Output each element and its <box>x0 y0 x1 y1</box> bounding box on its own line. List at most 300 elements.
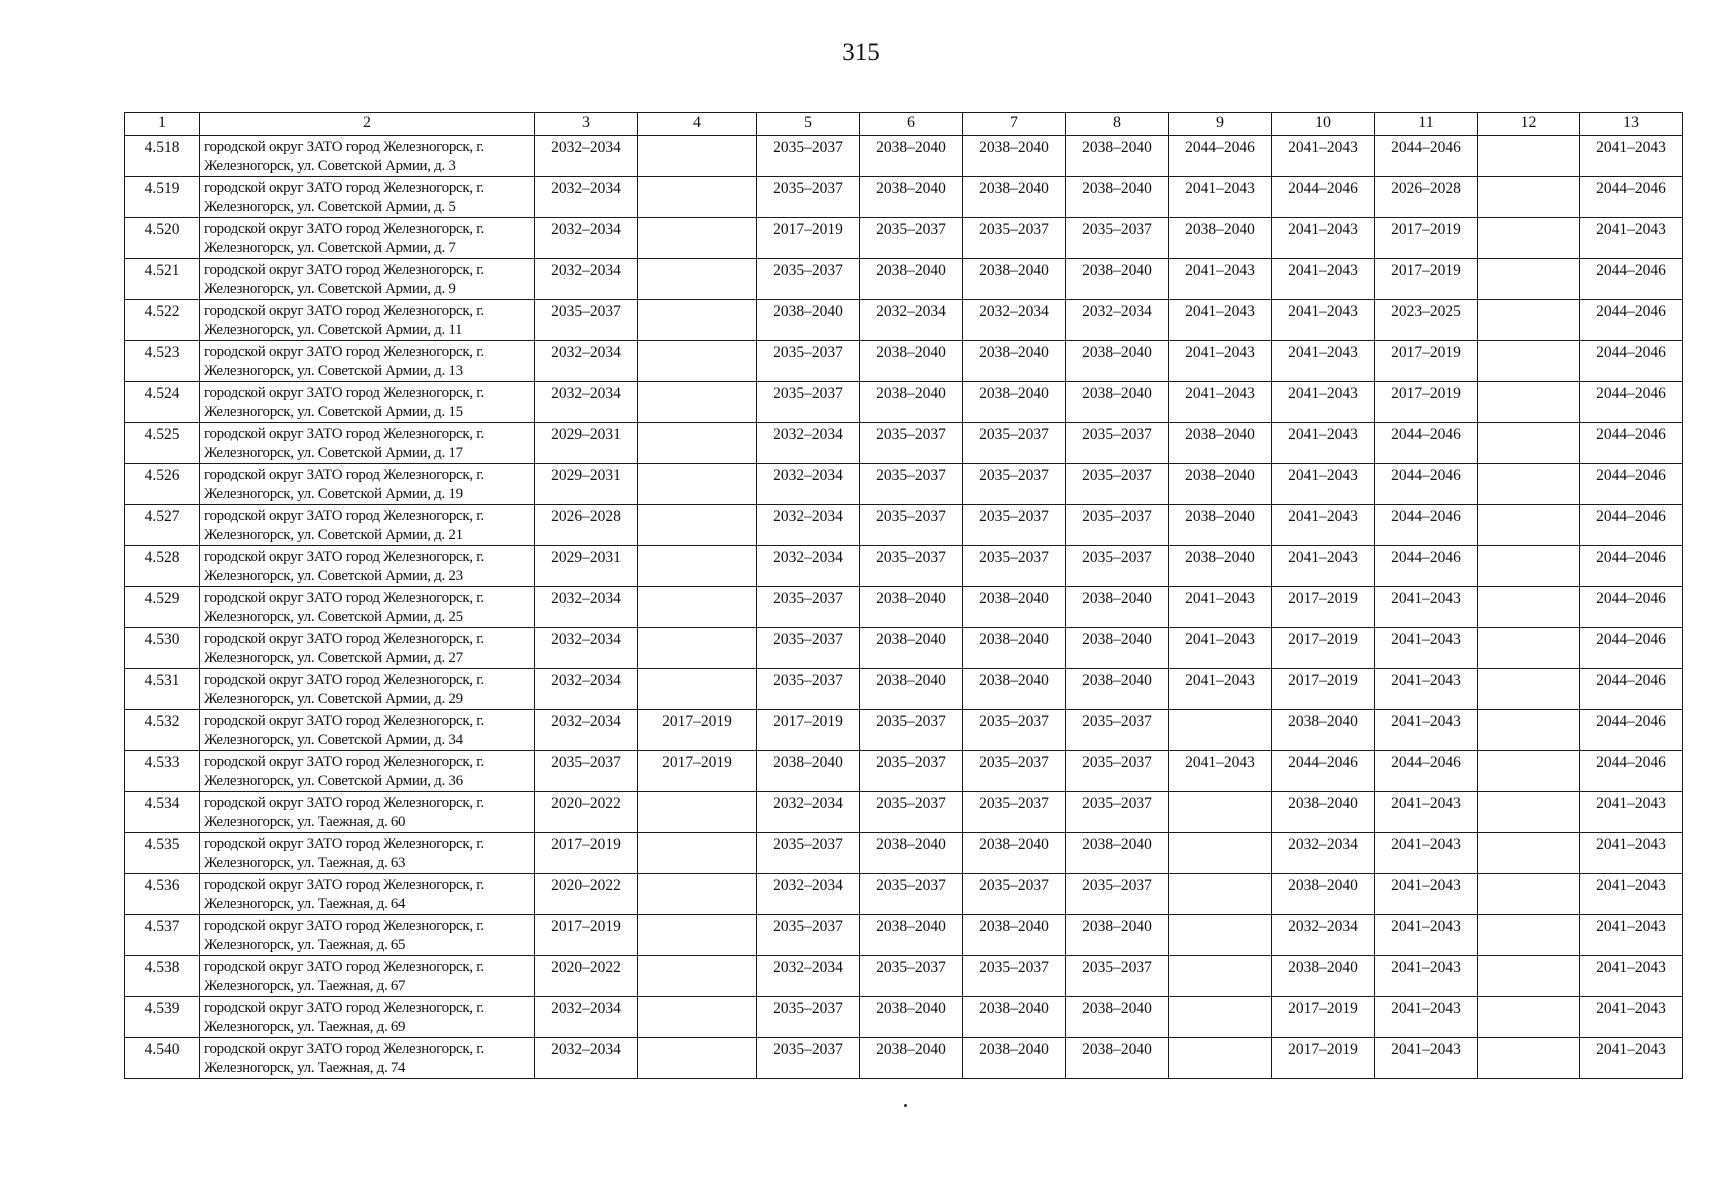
period-cell-col-7: 2035–2037 <box>963 710 1066 751</box>
period-cell-col-6: 2038–2040 <box>860 628 963 669</box>
address-cell: городской округ ЗАТО город Железногорск, г. Железногорск, ул. Таежная, д. 60 <box>200 792 535 833</box>
period-cell-col-12 <box>1478 833 1580 874</box>
period-cell-col-8: 2038–2040 <box>1066 833 1169 874</box>
period-cell-col-7: 2035–2037 <box>963 546 1066 587</box>
period-cell-col-9: 2038–2040 <box>1169 423 1272 464</box>
table-row <box>125 300 1683 341</box>
period-cell-col-8: 2038–2040 <box>1066 382 1169 423</box>
column-header: 1 <box>125 113 200 136</box>
period-cell-col-4 <box>638 874 757 915</box>
row-number-cell: 4.535 <box>125 833 200 874</box>
period-cell-col-10: 2017–2019 <box>1272 587 1375 628</box>
period-cell-col-8: 2032–2034 <box>1066 300 1169 341</box>
period-cell-col-13: 2044–2046 <box>1580 628 1683 669</box>
period-cell-col-11: 2044–2046 <box>1375 464 1478 505</box>
period-cell-col-3: 2032–2034 <box>535 218 638 259</box>
period-cell-col-10: 2038–2040 <box>1272 874 1375 915</box>
row-number-cell: 4.537 <box>125 915 200 956</box>
scan-artifact-dot <box>904 1104 907 1107</box>
column-header: 7 <box>963 113 1066 136</box>
column-header: 13 <box>1580 113 1683 136</box>
period-cell-col-13: 2041–2043 <box>1580 874 1683 915</box>
period-cell-col-10: 2032–2034 <box>1272 833 1375 874</box>
period-cell-col-10: 2038–2040 <box>1272 792 1375 833</box>
period-cell-col-5: 2032–2034 <box>757 505 860 546</box>
period-cell-col-8: 2035–2037 <box>1066 792 1169 833</box>
table-row <box>125 505 1683 546</box>
period-cell-col-12 <box>1478 751 1580 792</box>
period-cell-col-7: 2038–2040 <box>963 915 1066 956</box>
period-cell-col-9: 2041–2043 <box>1169 300 1272 341</box>
period-cell-col-10: 2041–2043 <box>1272 218 1375 259</box>
period-cell-col-11: 2041–2043 <box>1375 669 1478 710</box>
period-cell-col-8: 2038–2040 <box>1066 341 1169 382</box>
period-cell-col-3: 2026–2028 <box>535 505 638 546</box>
period-cell-col-9: 2041–2043 <box>1169 382 1272 423</box>
period-cell-col-13: 2041–2043 <box>1580 997 1683 1038</box>
period-cell-col-11: 2044–2046 <box>1375 751 1478 792</box>
period-cell-col-12 <box>1478 505 1580 546</box>
table-row <box>125 423 1683 464</box>
period-cell-col-5: 2017–2019 <box>757 218 860 259</box>
row-number-cell: 4.533 <box>125 751 200 792</box>
period-cell-col-9: 2041–2043 <box>1169 259 1272 300</box>
period-cell-col-6: 2038–2040 <box>860 382 963 423</box>
period-cell-col-8: 2038–2040 <box>1066 587 1169 628</box>
period-cell-col-13: 2041–2043 <box>1580 915 1683 956</box>
period-cell-col-4 <box>638 218 757 259</box>
period-cell-col-6: 2035–2037 <box>860 751 963 792</box>
period-cell-col-7: 2035–2037 <box>963 956 1066 997</box>
period-cell-col-6: 2035–2037 <box>860 423 963 464</box>
period-cell-col-3: 2032–2034 <box>535 997 638 1038</box>
address-cell: городской округ ЗАТО город Железногорск, г. Железногорск, ул. Таежная, д. 63 <box>200 833 535 874</box>
period-cell-col-5: 2035–2037 <box>757 915 860 956</box>
table-row <box>125 136 1683 177</box>
period-cell-col-5: 2032–2034 <box>757 956 860 997</box>
period-cell-col-4 <box>638 300 757 341</box>
table-row <box>125 997 1683 1038</box>
period-cell-col-8: 2035–2037 <box>1066 751 1169 792</box>
column-number-row <box>125 113 1683 136</box>
column-header: 4 <box>638 113 757 136</box>
period-cell-col-13: 2041–2043 <box>1580 136 1683 177</box>
period-cell-col-4 <box>638 464 757 505</box>
period-cell-col-9: 2038–2040 <box>1169 546 1272 587</box>
period-cell-col-7: 2038–2040 <box>963 669 1066 710</box>
address-cell: городской округ ЗАТО город Железногорск, г. Железногорск, ул. Советской Армии, д. 21 <box>200 505 535 546</box>
period-cell-col-12 <box>1478 1038 1580 1079</box>
period-cell-col-10: 2041–2043 <box>1272 300 1375 341</box>
row-number-cell: 4.530 <box>125 628 200 669</box>
period-cell-col-10: 2041–2043 <box>1272 464 1375 505</box>
table-row <box>125 915 1683 956</box>
period-cell-col-7: 2038–2040 <box>963 259 1066 300</box>
period-cell-col-8: 2035–2037 <box>1066 464 1169 505</box>
address-cell: городской округ ЗАТО город Железногорск, г. Железногорск, ул. Советской Армии, д. 23 <box>200 546 535 587</box>
address-cell: городской округ ЗАТО город Железногорск, г. Железногорск, ул. Таежная, д. 67 <box>200 956 535 997</box>
period-cell-col-6: 2035–2037 <box>860 218 963 259</box>
period-cell-col-7: 2035–2037 <box>963 218 1066 259</box>
period-cell-col-12 <box>1478 218 1580 259</box>
period-cell-col-11: 2041–2043 <box>1375 874 1478 915</box>
period-cell-col-4 <box>638 792 757 833</box>
row-number-cell: 4.527 <box>125 505 200 546</box>
period-cell-col-5: 2035–2037 <box>757 587 860 628</box>
period-cell-col-4 <box>638 833 757 874</box>
period-cell-col-3: 2035–2037 <box>535 300 638 341</box>
period-cell-col-10: 2041–2043 <box>1272 382 1375 423</box>
period-cell-col-6: 2035–2037 <box>860 956 963 997</box>
period-cell-col-6: 2038–2040 <box>860 1038 963 1079</box>
row-number-cell: 4.521 <box>125 259 200 300</box>
period-cell-col-13: 2041–2043 <box>1580 956 1683 997</box>
period-cell-col-8: 2038–2040 <box>1066 136 1169 177</box>
row-number-cell: 4.526 <box>125 464 200 505</box>
period-cell-col-7: 2038–2040 <box>963 177 1066 218</box>
period-cell-col-12 <box>1478 259 1580 300</box>
period-cell-col-6: 2038–2040 <box>860 997 963 1038</box>
period-cell-col-7: 2038–2040 <box>963 587 1066 628</box>
period-cell-col-11: 2017–2019 <box>1375 218 1478 259</box>
address-cell: городской округ ЗАТО город Железногорск, г. Железногорск, ул. Советской Армии, д. 5 <box>200 177 535 218</box>
period-cell-col-9: 2038–2040 <box>1169 505 1272 546</box>
period-cell-col-11: 2044–2046 <box>1375 546 1478 587</box>
period-cell-col-7: 2038–2040 <box>963 341 1066 382</box>
period-cell-col-7: 2038–2040 <box>963 382 1066 423</box>
period-cell-col-11: 2044–2046 <box>1375 136 1478 177</box>
period-cell-col-10: 2017–2019 <box>1272 669 1375 710</box>
period-cell-col-12 <box>1478 710 1580 751</box>
period-cell-col-4 <box>638 1038 757 1079</box>
period-cell-col-3: 2032–2034 <box>535 177 638 218</box>
period-cell-col-4 <box>638 546 757 587</box>
period-cell-col-13: 2044–2046 <box>1580 587 1683 628</box>
table-row <box>125 751 1683 792</box>
period-cell-col-5: 2032–2034 <box>757 423 860 464</box>
period-cell-col-12 <box>1478 341 1580 382</box>
period-cell-col-4 <box>638 628 757 669</box>
period-cell-col-11: 2044–2046 <box>1375 505 1478 546</box>
period-cell-col-13: 2044–2046 <box>1580 464 1683 505</box>
period-cell-col-10: 2041–2043 <box>1272 423 1375 464</box>
period-cell-col-4 <box>638 177 757 218</box>
period-cell-col-10: 2041–2043 <box>1272 546 1375 587</box>
period-cell-col-3: 2029–2031 <box>535 464 638 505</box>
period-cell-col-8: 2038–2040 <box>1066 177 1169 218</box>
address-cell: городской округ ЗАТО город Железногорск, г. Железногорск, ул. Советской Армии, д. 19 <box>200 464 535 505</box>
period-cell-col-9 <box>1169 874 1272 915</box>
period-cell-col-3: 2032–2034 <box>535 136 638 177</box>
period-cell-col-8: 2038–2040 <box>1066 915 1169 956</box>
period-cell-col-9: 2041–2043 <box>1169 177 1272 218</box>
period-cell-col-5: 2035–2037 <box>757 1038 860 1079</box>
period-cell-col-12 <box>1478 956 1580 997</box>
period-cell-col-10: 2044–2046 <box>1272 177 1375 218</box>
address-cell: городской округ ЗАТО город Железногорск, г. Железногорск, ул. Советской Армии, д. 13 <box>200 341 535 382</box>
period-cell-col-13: 2044–2046 <box>1580 177 1683 218</box>
column-header: 3 <box>535 113 638 136</box>
period-cell-col-4 <box>638 956 757 997</box>
row-number-cell: 4.522 <box>125 300 200 341</box>
row-number-cell: 4.534 <box>125 792 200 833</box>
period-cell-col-10: 2044–2046 <box>1272 751 1375 792</box>
period-cell-col-3: 2020–2022 <box>535 792 638 833</box>
period-cell-col-4 <box>638 587 757 628</box>
period-cell-col-5: 2035–2037 <box>757 341 860 382</box>
period-cell-col-4 <box>638 915 757 956</box>
period-cell-col-3: 2020–2022 <box>535 956 638 997</box>
period-cell-col-9 <box>1169 792 1272 833</box>
period-cell-col-11: 2041–2043 <box>1375 997 1478 1038</box>
period-cell-col-12 <box>1478 874 1580 915</box>
address-cell: городской округ ЗАТО город Железногорск, г. Железногорск, ул. Советской Армии, д. 25 <box>200 587 535 628</box>
period-cell-col-8: 2035–2037 <box>1066 874 1169 915</box>
period-cell-col-7: 2038–2040 <box>963 1038 1066 1079</box>
period-cell-col-13: 2044–2046 <box>1580 341 1683 382</box>
period-cell-col-13: 2041–2043 <box>1580 218 1683 259</box>
period-cell-col-5: 2035–2037 <box>757 997 860 1038</box>
period-cell-col-7: 2032–2034 <box>963 300 1066 341</box>
period-cell-col-6: 2035–2037 <box>860 546 963 587</box>
period-cell-col-9 <box>1169 1038 1272 1079</box>
period-cell-col-5: 2032–2034 <box>757 792 860 833</box>
table-row <box>125 341 1683 382</box>
period-cell-col-7: 2035–2037 <box>963 751 1066 792</box>
table-row <box>125 464 1683 505</box>
period-cell-col-6: 2035–2037 <box>860 874 963 915</box>
period-cell-col-11: 2041–2043 <box>1375 710 1478 751</box>
address-cell: городской округ ЗАТО город Железногорск, г. Железногорск, ул. Таежная, д. 64 <box>200 874 535 915</box>
period-cell-col-9 <box>1169 833 1272 874</box>
period-cell-col-3: 2032–2034 <box>535 341 638 382</box>
period-cell-col-11: 2041–2043 <box>1375 833 1478 874</box>
period-cell-col-4 <box>638 382 757 423</box>
period-cell-col-11: 2041–2043 <box>1375 956 1478 997</box>
period-cell-col-11: 2041–2043 <box>1375 1038 1478 1079</box>
address-cell: городской округ ЗАТО город Железногорск, г. Железногорск, ул. Советской Армии, д. 3 <box>200 136 535 177</box>
period-cell-col-9: 2041–2043 <box>1169 751 1272 792</box>
period-cell-col-5: 2035–2037 <box>757 136 860 177</box>
period-cell-col-10: 2041–2043 <box>1272 505 1375 546</box>
period-cell-col-9: 2041–2043 <box>1169 587 1272 628</box>
period-cell-col-4: 2017–2019 <box>638 710 757 751</box>
period-cell-col-13: 2044–2046 <box>1580 751 1683 792</box>
period-cell-col-4 <box>638 669 757 710</box>
period-cell-col-4 <box>638 997 757 1038</box>
period-cell-col-12 <box>1478 792 1580 833</box>
period-cell-col-3: 2017–2019 <box>535 915 638 956</box>
period-cell-col-5: 2035–2037 <box>757 669 860 710</box>
period-cell-col-12 <box>1478 669 1580 710</box>
period-cell-col-6: 2035–2037 <box>860 505 963 546</box>
period-cell-col-6: 2038–2040 <box>860 136 963 177</box>
address-cell: городской округ ЗАТО город Железногорск, г. Железногорск, ул. Таежная, д. 69 <box>200 997 535 1038</box>
row-number-cell: 4.523 <box>125 341 200 382</box>
address-cell: городской округ ЗАТО город Железногорск, г. Железногорск, ул. Советской Армии, д. 7 <box>200 218 535 259</box>
period-cell-col-9 <box>1169 956 1272 997</box>
address-cell: городской округ ЗАТО город Железногорск, г. Железногорск, ул. Советской Армии, д. 27 <box>200 628 535 669</box>
period-cell-col-11: 2044–2046 <box>1375 423 1478 464</box>
period-cell-col-7: 2038–2040 <box>963 136 1066 177</box>
period-cell-col-7: 2038–2040 <box>963 628 1066 669</box>
period-cell-col-10: 2017–2019 <box>1272 1038 1375 1079</box>
period-cell-col-11: 2041–2043 <box>1375 587 1478 628</box>
period-cell-col-12 <box>1478 382 1580 423</box>
column-header: 9 <box>1169 113 1272 136</box>
period-cell-col-12 <box>1478 177 1580 218</box>
table-row <box>125 382 1683 423</box>
period-cell-col-4: 2017–2019 <box>638 751 757 792</box>
table-row <box>125 628 1683 669</box>
period-cell-col-10: 2038–2040 <box>1272 956 1375 997</box>
table-body <box>125 136 1683 1079</box>
period-cell-col-10: 2032–2034 <box>1272 915 1375 956</box>
period-cell-col-10: 2041–2043 <box>1272 136 1375 177</box>
row-number-cell: 4.518 <box>125 136 200 177</box>
table-row <box>125 177 1683 218</box>
period-cell-col-6: 2035–2037 <box>860 792 963 833</box>
period-cell-col-13: 2041–2043 <box>1580 792 1683 833</box>
column-header: 6 <box>860 113 963 136</box>
table-row <box>125 710 1683 751</box>
period-cell-col-7: 2035–2037 <box>963 874 1066 915</box>
period-cell-col-9: 2038–2040 <box>1169 218 1272 259</box>
period-cell-col-4 <box>638 423 757 464</box>
period-cell-col-11: 2023–2025 <box>1375 300 1478 341</box>
period-cell-col-13: 2044–2046 <box>1580 546 1683 587</box>
row-number-cell: 4.531 <box>125 669 200 710</box>
period-cell-col-5: 2038–2040 <box>757 751 860 792</box>
period-cell-col-6: 2038–2040 <box>860 669 963 710</box>
period-cell-col-3: 2035–2037 <box>535 751 638 792</box>
period-cell-col-5: 2035–2037 <box>757 177 860 218</box>
address-cell: городской округ ЗАТО город Железногорск, г. Железногорск, ул. Советской Армии, д. 34 <box>200 710 535 751</box>
table-row <box>125 833 1683 874</box>
row-number-cell: 4.532 <box>125 710 200 751</box>
period-cell-col-11: 2026–2028 <box>1375 177 1478 218</box>
period-cell-col-3: 2029–2031 <box>535 423 638 464</box>
period-cell-col-12 <box>1478 587 1580 628</box>
period-cell-col-9: 2041–2043 <box>1169 669 1272 710</box>
period-cell-col-10: 2041–2043 <box>1272 259 1375 300</box>
column-header: 12 <box>1478 113 1580 136</box>
period-cell-col-3: 2029–2031 <box>535 546 638 587</box>
period-cell-col-11: 2041–2043 <box>1375 915 1478 956</box>
period-cell-col-13: 2044–2046 <box>1580 423 1683 464</box>
period-cell-col-4 <box>638 136 757 177</box>
table-row <box>125 218 1683 259</box>
period-cell-col-3: 2020–2022 <box>535 874 638 915</box>
period-cell-col-11: 2041–2043 <box>1375 628 1478 669</box>
period-cell-col-11: 2017–2019 <box>1375 259 1478 300</box>
table-row <box>125 956 1683 997</box>
period-cell-col-7: 2038–2040 <box>963 833 1066 874</box>
period-cell-col-9: 2038–2040 <box>1169 464 1272 505</box>
period-cell-col-7: 2038–2040 <box>963 997 1066 1038</box>
row-number-cell: 4.519 <box>125 177 200 218</box>
repair-schedule-table <box>124 112 1683 1079</box>
period-cell-col-4 <box>638 505 757 546</box>
page-number: 315 <box>842 39 880 66</box>
table-row <box>125 792 1683 833</box>
period-cell-col-13: 2044–2046 <box>1580 505 1683 546</box>
period-cell-col-3: 2032–2034 <box>535 382 638 423</box>
period-cell-col-6: 2038–2040 <box>860 341 963 382</box>
period-cell-col-5: 2017–2019 <box>757 710 860 751</box>
row-number-cell: 4.540 <box>125 1038 200 1079</box>
row-number-cell: 4.524 <box>125 382 200 423</box>
period-cell-col-5: 2035–2037 <box>757 833 860 874</box>
column-header: 11 <box>1375 113 1478 136</box>
period-cell-col-3: 2032–2034 <box>535 587 638 628</box>
period-cell-col-8: 2035–2037 <box>1066 710 1169 751</box>
period-cell-col-9: 2041–2043 <box>1169 341 1272 382</box>
period-cell-col-3: 2032–2034 <box>535 669 638 710</box>
period-cell-col-11: 2017–2019 <box>1375 341 1478 382</box>
period-cell-col-9 <box>1169 997 1272 1038</box>
period-cell-col-6: 2035–2037 <box>860 464 963 505</box>
period-cell-col-8: 2035–2037 <box>1066 546 1169 587</box>
row-number-cell: 4.525 <box>125 423 200 464</box>
period-cell-col-4 <box>638 259 757 300</box>
period-cell-col-8: 2035–2037 <box>1066 956 1169 997</box>
column-header: 8 <box>1066 113 1169 136</box>
period-cell-col-6: 2038–2040 <box>860 259 963 300</box>
period-cell-col-4 <box>638 341 757 382</box>
period-cell-col-5: 2032–2034 <box>757 464 860 505</box>
row-number-cell: 4.539 <box>125 997 200 1038</box>
row-number-cell: 4.520 <box>125 218 200 259</box>
period-cell-col-6: 2035–2037 <box>860 710 963 751</box>
period-cell-col-8: 2038–2040 <box>1066 669 1169 710</box>
period-cell-col-8: 2038–2040 <box>1066 259 1169 300</box>
period-cell-col-10: 2041–2043 <box>1272 341 1375 382</box>
period-cell-col-7: 2035–2037 <box>963 423 1066 464</box>
row-number-cell: 4.536 <box>125 874 200 915</box>
period-cell-col-8: 2038–2040 <box>1066 628 1169 669</box>
period-cell-col-8: 2035–2037 <box>1066 505 1169 546</box>
period-cell-col-9: 2041–2043 <box>1169 628 1272 669</box>
period-cell-col-12 <box>1478 423 1580 464</box>
address-cell: городской округ ЗАТО город Железногорск, г. Железногорск, ул. Советской Армии, д. 29 <box>200 669 535 710</box>
period-cell-col-10: 2038–2040 <box>1272 710 1375 751</box>
period-cell-col-13: 2044–2046 <box>1580 669 1683 710</box>
period-cell-col-12 <box>1478 136 1580 177</box>
period-cell-col-9 <box>1169 915 1272 956</box>
table-row <box>125 259 1683 300</box>
period-cell-col-8: 2035–2037 <box>1066 218 1169 259</box>
period-cell-col-13: 2044–2046 <box>1580 382 1683 423</box>
address-cell: городской округ ЗАТО город Железногорск, г. Железногорск, ул. Советской Армии, д. 17 <box>200 423 535 464</box>
period-cell-col-5: 2035–2037 <box>757 382 860 423</box>
period-cell-col-12 <box>1478 628 1580 669</box>
table-row <box>125 1038 1683 1079</box>
column-header: 2 <box>200 113 535 136</box>
column-header: 10 <box>1272 113 1375 136</box>
period-cell-col-7: 2035–2037 <box>963 505 1066 546</box>
period-cell-col-3: 2017–2019 <box>535 833 638 874</box>
period-cell-col-6: 2038–2040 <box>860 177 963 218</box>
period-cell-col-10: 2017–2019 <box>1272 628 1375 669</box>
address-cell: городской округ ЗАТО город Железногорск, г. Железногорск, ул. Советской Армии, д. 36 <box>200 751 535 792</box>
period-cell-col-11: 2041–2043 <box>1375 792 1478 833</box>
period-cell-col-6: 2032–2034 <box>860 300 963 341</box>
period-cell-col-5: 2038–2040 <box>757 300 860 341</box>
period-cell-col-7: 2035–2037 <box>963 792 1066 833</box>
period-cell-col-7: 2035–2037 <box>963 464 1066 505</box>
period-cell-col-3: 2032–2034 <box>535 628 638 669</box>
